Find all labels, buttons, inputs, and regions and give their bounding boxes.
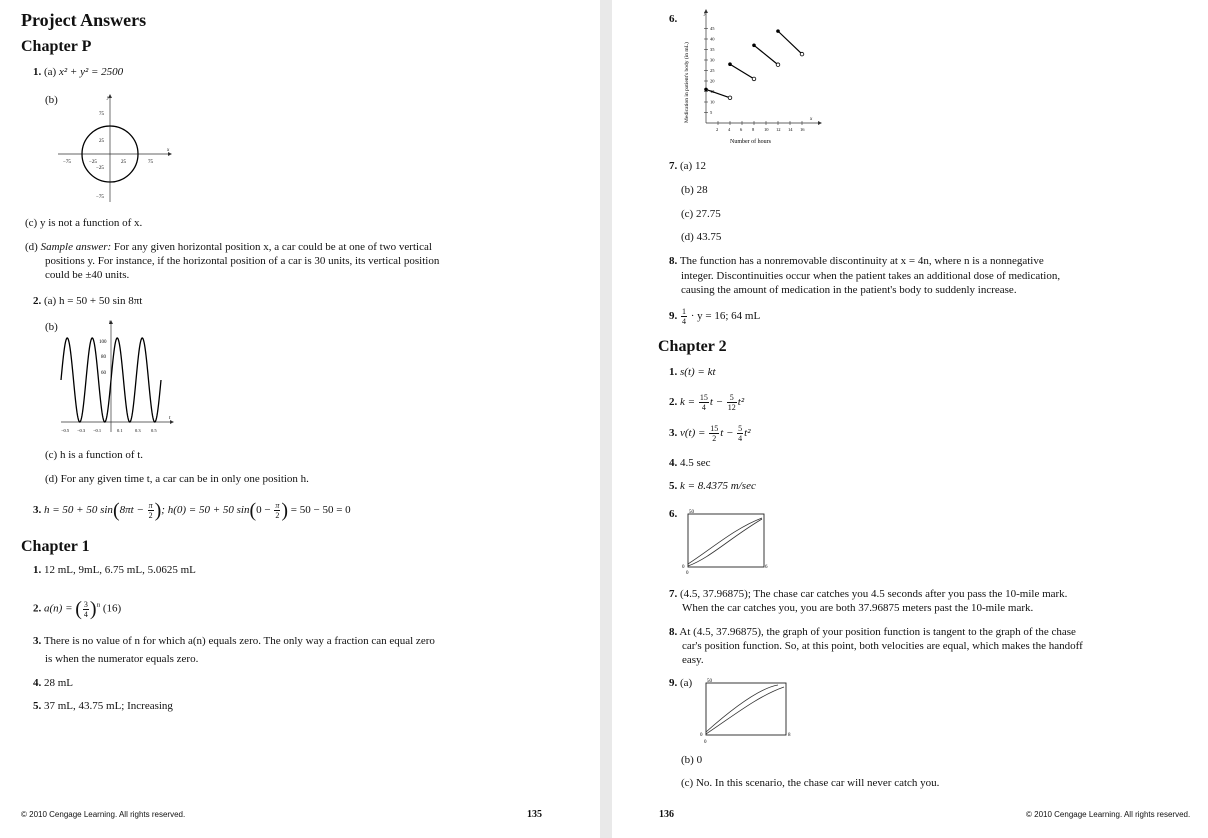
q6-graph-xmax: 6 [765,565,768,570]
chp-q2-b-label: (b) [45,321,58,333]
chp-q1-c: (c) y is not a function of x. [25,217,143,229]
ch2-q8-line3: easy. [682,654,704,666]
chp-q2-d: (d) For any given time t, a car can be in only one position h. [45,473,309,485]
sine-graph [58,316,178,438]
q6-graph-ymax: 50 [689,510,694,515]
circle-y-axis-label: y [107,96,110,101]
chapter-p-heading: Chapter P [21,38,92,55]
right-page [612,0,1208,838]
open-endpoint [752,77,756,81]
chp-q2-c: (c) h is a function of t. [45,449,144,461]
y-tick-label: 40 [710,36,715,42]
q9-graph-xmax: 8 [788,733,791,738]
chp-q3: 3. h = 50 + 50 sin(8πt − $\frac{\pi}{2}$ ); h(0) = 50 + 50 sin(0 − $\frac{\pi}{2}$ ) = 50 − 50 = 0 [33,499,351,522]
sine-x-axis-label: t [169,416,171,421]
chp-q1-d-line1: (d) Sample answer: For any given horizontal position x, a car could be at one of two vertical [25,241,432,253]
chapter-2-heading: Chapter 2 [658,338,727,355]
footer-copyright: © 2010 Cengage Learning. All rights reserved. [1026,810,1191,819]
page-number: 136 [659,809,674,820]
y-tick-label: 30 [710,57,715,63]
closed-endpoint [728,62,732,66]
x-tick-label: 8 [752,127,755,132]
chp-q1-a: 1. (a) x² + y² = 2500 [33,66,124,78]
medication-y-axis-label: y [704,12,707,17]
y-tick-label: 25 [710,68,715,74]
circle-x-axis-label: x [167,148,170,153]
ch2-q7-line1: 7. (4.5, 37.96875); The chase car catches you 4.5 seconds after you pass the 10-mile mark. [669,588,1068,600]
ch2-q3: 3. v(t) = $\frac{15}{2}$ t − $\frac{5}{4}$ t² [669,423,751,443]
page-number: 135 [527,809,542,820]
q9-graph-xmin: 0 [700,733,703,738]
q9-graph-ymin: 0 [704,740,707,745]
q6-number: 6. [669,13,678,25]
sine-tick-x: −0.5 [61,428,70,433]
ch1-q3-line1: 3. There is no value of n for which a(n) equals zero. The only way a fraction can equal zero [33,635,435,647]
sine-tick-y: 100 [99,340,107,345]
y-tick-label: 5 [710,110,713,116]
q6-graph-xmin: 0 [682,565,685,570]
medication-segment [754,45,778,64]
q7-b: (b) 28 [681,184,708,196]
sine-tick-x: 0.5 [151,428,157,433]
x-tick-label: 10 [764,127,769,132]
ch2-q9-b: (b) 0 [681,754,703,766]
ch2-q1: 1. s(t) = kt [669,366,716,378]
medication-segment [778,31,802,54]
y-tick-label: 20 [710,78,715,84]
ch2-q5: 5. k = 8.4375 m/sec [669,480,756,492]
medication-segment [730,64,754,79]
x-tick-label: 12 [776,127,781,132]
closed-endpoint [776,29,780,33]
q7-a: 7. (a) 12 [669,160,706,172]
q7-c: (c) 27.75 [681,208,721,220]
circle-tick-y: −25 [96,166,104,171]
open-endpoint [776,63,780,67]
chp-q1-d-line2: positions y. For instance, if the horizontal position of a car is 30 units, its vertical position [45,255,440,267]
chp-q2-a: 2. (a) h = 50 + 50 sin 8πt [33,295,143,307]
y-tick-label: 10 [710,99,715,105]
x-tick-label: 14 [788,127,793,132]
ch1-q1: 1. 12 mL, 9mL, 6.75 mL, 5.0625 mL [33,564,196,576]
medication-y-label: Medication in patient's body (in mL) [684,42,690,123]
sine-tick-x: 0.3 [135,428,141,433]
sine-tick-y: 60 [101,371,106,376]
medication-segments [704,29,804,99]
x-tick-label: 6 [740,127,743,132]
circle-tick-x: −25 [89,160,97,165]
circle-tick-y: 25 [99,139,104,144]
ch2-q7-line2: When the car catches you, you are both 37.96875 meters past the 10-mile mark. [682,602,1034,614]
closed-endpoint [704,88,708,92]
open-endpoint [800,52,804,56]
medication-graph [678,8,828,148]
page-title: Project Answers [21,10,147,30]
circle-tick-y: 75 [99,112,104,117]
q8-line1: 8. The function has a nonremovable discontinuity at x = 4n, where n is a nonnegative [669,255,1044,267]
sine-y-axis-label: h [109,321,112,326]
ch1-q4: 4. 28 mL [33,677,74,689]
q8-line3: causing the amount of medication in the patient's body to suddenly increase. [681,284,1017,296]
ch2-q9-graph [698,676,798,746]
sine-tick-x: 0.1 [117,428,123,433]
ch1-q2: 2. a(n) = ( $\frac{3}{4}$ )$^n$ (16) [33,598,122,621]
circle-tick-x: 25 [121,160,126,165]
sine-tick-y: 80 [101,355,106,360]
circle-tick-y: −75 [96,195,104,200]
ch1-q3-line2: is when the numerator equals zero. [45,653,199,665]
circle-graph [56,92,176,204]
y-tick-label: 35 [710,47,715,53]
ch2-q2: 2. k = $\frac{15}{4}$ t − $\frac{5}{12}$ t² [669,392,745,412]
ch2-q8-line1: 8. At (4.5, 37.96875), the graph of your position function is tangent to the graph of the chase [669,626,1076,638]
open-endpoint [728,96,732,100]
chp-q1-d-line3: could be ±40 units. [45,269,130,281]
footer-copyright: © 2010 Cengage Learning. All rights reserved. [21,810,186,819]
sine-tick-x: −0.1 [93,428,102,433]
q7-d: (d) 43.75 [681,231,722,243]
q8-line2: integer. Discontinuities occur when the patient takes an additional dose of medication, [681,270,1061,282]
chp-q1-b-label: (b) [45,94,58,106]
q9-graph-ymax: 50 [707,679,712,684]
x-tick-label: 16 [800,127,805,132]
chapter-1-heading: Chapter 1 [21,538,90,555]
x-tick-label: 4 [728,127,731,132]
q9: 9. $\frac{1}{4}$ · y = 16; 64 mL [669,306,761,326]
q6-graph-ymin: 0 [686,571,689,576]
circle-tick-x: 75 [148,160,153,165]
ch2-q9-a: 9. (a) [669,677,693,689]
circle-tick-x: −75 [63,160,71,165]
ch2-q9-c: (c) No. In this scenario, the chase car will never catch you. [681,777,940,789]
ch2-q6-graph [680,508,772,576]
left-page [0,0,600,838]
ch2-q4: 4. 4.5 sec [669,457,711,469]
x-tick-label: 2 [716,127,719,132]
sine-tick-x: −0.3 [77,428,86,433]
ch2-q6-number: 6. [669,508,678,520]
ch2-q8-line2: car's position function. So, at this point, both velocities are equal, which makes the handoff [682,640,1083,652]
ch1-q5: 5. 37 mL, 43.75 mL; Increasing [33,700,173,712]
medication-x-axis-label: x [810,117,813,122]
closed-endpoint [752,44,756,48]
y-tick-label: 45 [710,26,715,32]
medication-x-label: Number of hours [730,139,771,145]
